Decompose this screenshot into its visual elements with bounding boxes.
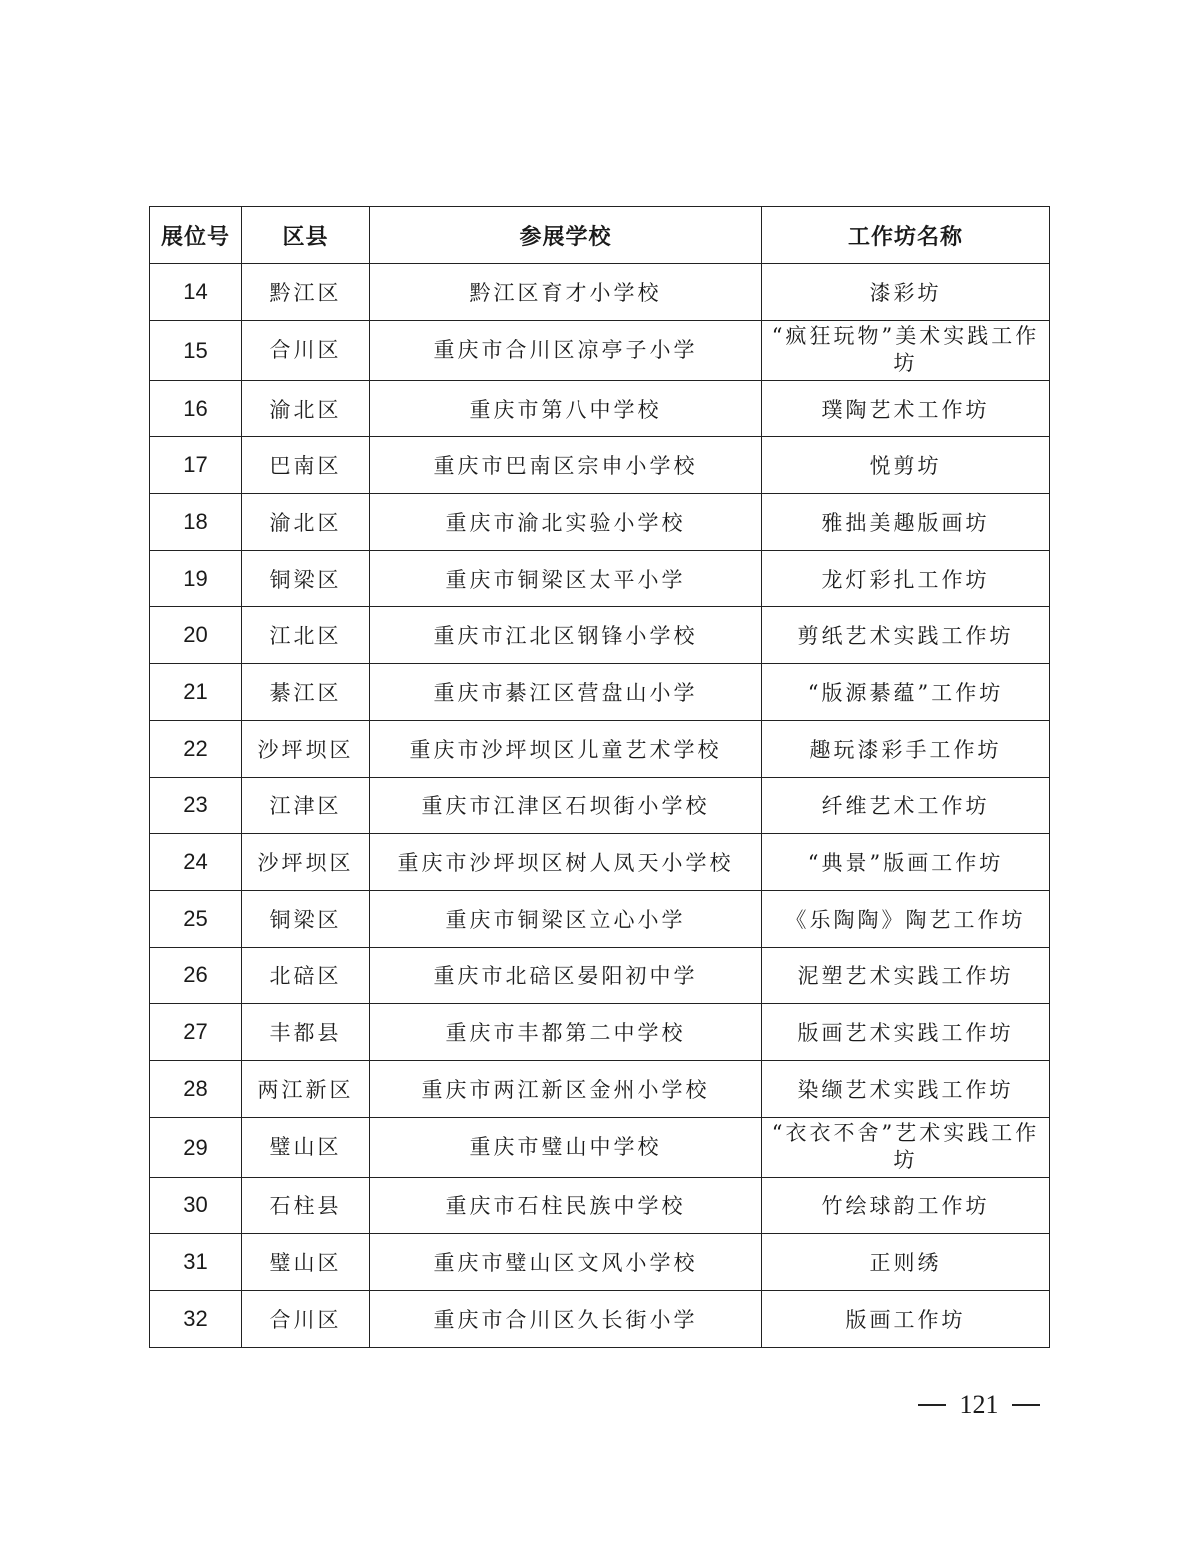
district-cell: 江津区 [242,777,370,834]
district-cell: 璧山区 [242,1234,370,1291]
school-cell: 重庆市第八中学校 [370,380,762,437]
school-cell: 重庆市巴南区宗申小学校 [370,437,762,494]
table-row [150,890,1050,947]
workshop-cell: 泥塑艺术实践工作坊 [762,947,1050,1004]
booth-number-cell: 31 [150,1234,242,1291]
table-row [150,1117,1050,1177]
workshop-cell: 《乐陶陶》陶艺工作坊 [762,890,1050,947]
district-cell: 两江新区 [242,1060,370,1117]
booth-number-cell: 32 [150,1291,242,1348]
workshop-cell: 漆彩坊 [762,264,1050,321]
table-row [150,494,1050,551]
booth-number-cell: 17 [150,437,242,494]
header-school: 参展学校 [370,207,762,264]
district-cell: 江北区 [242,607,370,664]
page-number-right-dash [1012,1404,1040,1406]
school-cell: 重庆市綦江区营盘山小学 [370,664,762,721]
school-cell: 重庆市铜梁区太平小学 [370,550,762,607]
workshop-cell: 版画艺术实践工作坊 [762,1004,1050,1061]
table-row [150,834,1050,891]
table-row [150,1004,1050,1061]
booth-number-cell: 24 [150,834,242,891]
school-cell: 重庆市丰都第二中学校 [370,1004,762,1061]
table-row [150,320,1050,380]
district-cell: 合川区 [242,320,370,380]
school-cell: 重庆市璧山区文风小学校 [370,1234,762,1291]
table-row [150,437,1050,494]
booth-number-cell: 29 [150,1117,242,1177]
district-cell: 沙坪坝区 [242,834,370,891]
workshop-cell: 趣玩漆彩手工作坊 [762,720,1050,777]
school-cell: 重庆市江津区石坝街小学校 [370,777,762,834]
school-cell: 重庆市沙坪坝区树人凤天小学校 [370,834,762,891]
booth-number-cell: 18 [150,494,242,551]
booth-number-cell: 22 [150,720,242,777]
table-row [150,720,1050,777]
workshop-cell: 染缬艺术实践工作坊 [762,1060,1050,1117]
workshop-cell: 纤维艺术工作坊 [762,777,1050,834]
table-row [150,264,1050,321]
booth-number-cell: 16 [150,380,242,437]
header-booth-number: 展位号 [150,207,242,264]
booth-number-cell: 28 [150,1060,242,1117]
page-number-left-dash [918,1404,946,1406]
workshop-cell: 璞陶艺术工作坊 [762,380,1050,437]
workshop-cell: 竹绘球韵工作坊 [762,1177,1050,1234]
workshop-cell: 雅拙美趣版画坊 [762,494,1050,551]
school-cell: 重庆市石柱民族中学校 [370,1177,762,1234]
page-number-value: 121 [959,1390,999,1419]
booth-number-cell: 25 [150,890,242,947]
district-cell: 铜梁区 [242,550,370,607]
school-cell: 重庆市铜梁区立心小学 [370,890,762,947]
workshop-cell: “疯狂玩物”美术实践工作坊 [762,320,1050,380]
table-row [150,947,1050,1004]
workshop-cell: “典景”版画工作坊 [762,834,1050,891]
exhibitor-table-container [149,206,1049,1348]
booth-number-cell: 19 [150,550,242,607]
district-cell: 北碚区 [242,947,370,1004]
district-cell: 合川区 [242,1291,370,1348]
booth-number-cell: 14 [150,264,242,321]
school-cell: 重庆市两江新区金州小学校 [370,1060,762,1117]
school-cell: 重庆市渝北实验小学校 [370,494,762,551]
district-cell: 丰都县 [242,1004,370,1061]
school-cell: 重庆市合川区久长街小学 [370,1291,762,1348]
page-number [918,1387,1040,1423]
district-cell: 璧山区 [242,1117,370,1177]
district-cell: 渝北区 [242,380,370,437]
workshop-cell: 剪纸艺术实践工作坊 [762,607,1050,664]
booth-number-cell: 26 [150,947,242,1004]
header-district: 区县 [242,207,370,264]
booth-number-cell: 21 [150,664,242,721]
workshop-cell: 悦剪坊 [762,437,1050,494]
school-cell: 黔江区育才小学校 [370,264,762,321]
table-row [150,380,1050,437]
workshop-cell: 版画工作坊 [762,1291,1050,1348]
workshop-cell: “版源綦蕴”工作坊 [762,664,1050,721]
table-row [150,777,1050,834]
header-workshop: 工作坊名称 [762,207,1050,264]
table-row [150,1234,1050,1291]
school-cell: 重庆市江北区钢锋小学校 [370,607,762,664]
school-cell: 重庆市北碚区晏阳初中学 [370,947,762,1004]
district-cell: 綦江区 [242,664,370,721]
district-cell: 渝北区 [242,494,370,551]
workshop-cell: 龙灯彩扎工作坊 [762,550,1050,607]
school-cell: 重庆市璧山中学校 [370,1117,762,1177]
district-cell: 黔江区 [242,264,370,321]
booth-number-cell: 15 [150,320,242,380]
school-cell: 重庆市合川区凉亭子小学 [370,320,762,380]
booth-number-cell: 20 [150,607,242,664]
district-cell: 沙坪坝区 [242,720,370,777]
workshop-cell: 正则绣 [762,1234,1050,1291]
workshop-cell: “衣衣不舍”艺术实践工作坊 [762,1117,1050,1177]
school-cell: 重庆市沙坪坝区儿童艺术学校 [370,720,762,777]
table-row [150,550,1050,607]
table-row [150,1177,1050,1234]
district-cell: 石柱县 [242,1177,370,1234]
table-row [150,664,1050,721]
booth-number-cell: 27 [150,1004,242,1061]
booth-number-cell: 23 [150,777,242,834]
booth-number-cell: 30 [150,1177,242,1234]
table-row [150,1291,1050,1348]
exhibitor-table [149,206,1050,1348]
district-cell: 铜梁区 [242,890,370,947]
table-row [150,1060,1050,1117]
district-cell: 巴南区 [242,437,370,494]
table-header-row [150,207,1050,264]
table-row [150,607,1050,664]
